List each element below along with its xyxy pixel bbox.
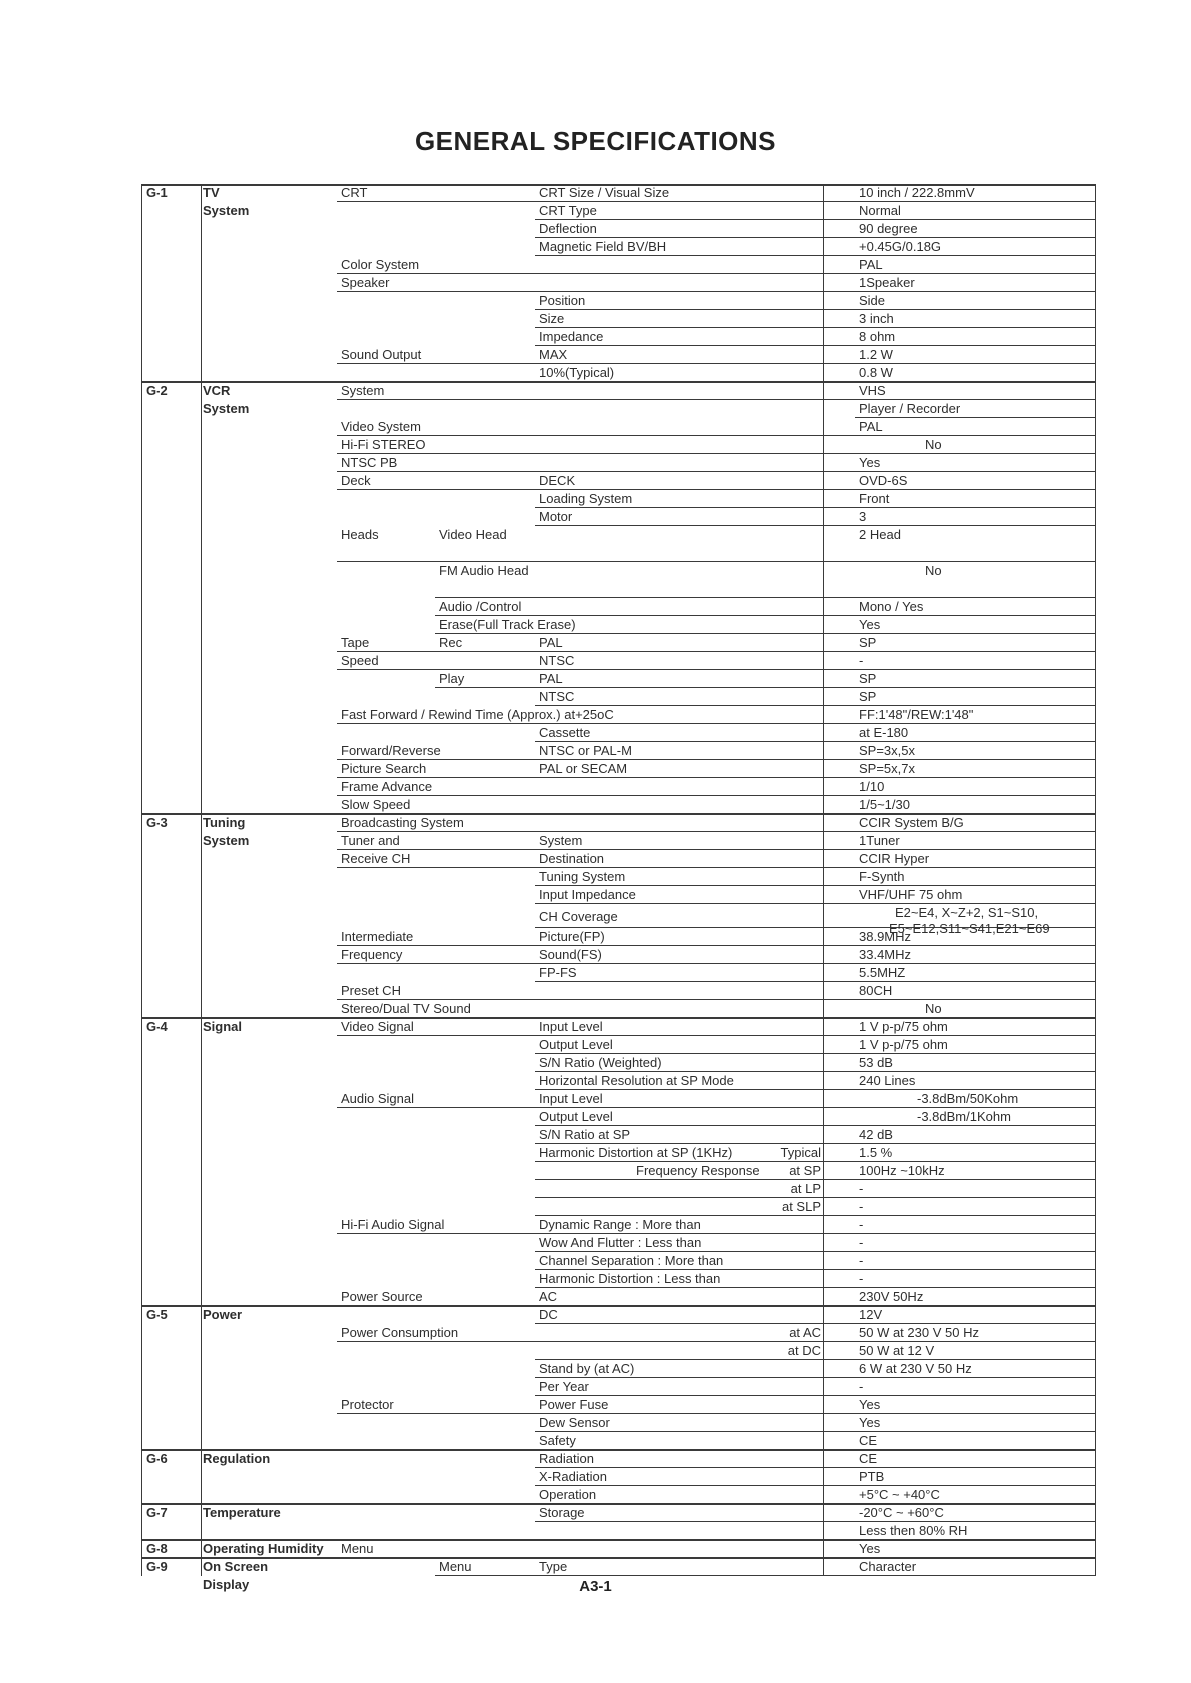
spec-value: Yes — [859, 617, 881, 632]
row-rule — [855, 417, 1096, 418]
group-name: Regulation — [203, 1451, 271, 1466]
row-rule — [337, 471, 1096, 472]
spec-value: 80CH — [859, 983, 893, 998]
spec-category: Stereo/Dual TV Sound — [341, 1001, 471, 1016]
row-rule — [337, 399, 1096, 400]
spec-value: +0.45G/0.18G — [859, 239, 942, 254]
spec-item: Deflection — [539, 221, 597, 236]
spec-item: PAL — [539, 671, 563, 686]
spec-item: Motor — [539, 509, 573, 524]
spec-value: Yes — [859, 455, 881, 470]
spec-item: Size — [539, 311, 565, 326]
row-rule — [535, 903, 1096, 904]
row-rule — [535, 255, 1096, 256]
row-rule — [337, 849, 1096, 850]
row-rule — [535, 1467, 1096, 1468]
spec-item: AC — [539, 1289, 558, 1304]
spec-item: Output Level — [539, 1037, 613, 1052]
value-column-divider — [823, 184, 824, 1576]
spec-item: Impedance — [539, 329, 604, 344]
spec-value: 1 V p-p/75 ohm — [859, 1037, 948, 1052]
spec-value: 1 V p-p/75 ohm — [859, 1019, 948, 1034]
table-left-border — [141, 184, 142, 1576]
row-rule — [337, 945, 1096, 946]
spec-subcategory: FM Audio Head — [439, 563, 529, 578]
spec-item: Magnetic Field BV/BH — [539, 239, 667, 254]
group-name: Tuning — [203, 815, 246, 830]
spec-item: CH Coverage — [539, 909, 618, 924]
spec-category: Speaker — [341, 275, 390, 290]
spec-item: Operation — [539, 1487, 597, 1502]
spec-category: Audio Signal — [341, 1091, 414, 1106]
row-rule — [337, 759, 1096, 760]
row-rule — [337, 723, 1096, 724]
group-name-line2: Display — [203, 1577, 250, 1592]
row-rule — [435, 633, 1096, 634]
spec-item: NTSC — [539, 653, 575, 668]
spec-item: NTSC or PAL-M — [539, 743, 632, 758]
row-rule — [535, 1449, 1096, 1450]
spec-condition: at SP — [789, 1163, 821, 1178]
spec-value: PAL — [859, 419, 883, 434]
spec-value: CCIR System B/G — [859, 815, 964, 830]
spec-item: Radiation — [539, 1451, 594, 1466]
spec-value: -20°C ~ +60°C — [859, 1505, 944, 1520]
spec-value: 42 dB — [859, 1127, 893, 1142]
spec-item: DC — [539, 1307, 558, 1322]
spec-value: 100Hz ~10kHz — [859, 1163, 945, 1178]
spec-category: System — [341, 383, 385, 398]
spec-item: Position — [539, 293, 586, 308]
spec-value: 50 W at 12 V — [859, 1343, 935, 1358]
spec-value: No — [925, 437, 942, 452]
spec-category: Preset CH — [341, 983, 401, 998]
spec-category: Hi-Fi Audio Signal — [341, 1217, 445, 1232]
row-rule — [535, 525, 1096, 526]
spec-category: Hi-Fi STEREO — [341, 437, 426, 452]
spec-item: Cassette — [539, 725, 591, 740]
table-right-border — [1095, 184, 1096, 1576]
spec-condition: at SLP — [781, 1199, 821, 1214]
spec-item: NTSC — [539, 689, 575, 704]
spec-value: No — [925, 563, 942, 578]
spec-item: PAL — [539, 635, 563, 650]
spec-value: 8 ohm — [859, 329, 896, 344]
group-name: On Screen — [203, 1559, 269, 1574]
spec-category: Frame Advance — [341, 779, 433, 794]
spec-value: 1.5 % — [859, 1145, 893, 1160]
spec-category: NTSC PB — [341, 455, 398, 470]
spec-item: Harmonic Distortion at SP (1KHz) — [539, 1145, 733, 1160]
spec-value: Mono / Yes — [859, 599, 924, 614]
group-id: G-2 — [146, 383, 168, 398]
spec-item: Input Impedance — [539, 887, 636, 902]
spec-value: SP=3x,5x — [859, 743, 916, 758]
row-rule — [535, 1485, 1096, 1486]
spec-value: PTB — [859, 1469, 885, 1484]
row-rule — [337, 489, 1096, 490]
spec-value: SP — [859, 635, 877, 650]
spec-category: Power Consumption — [341, 1325, 459, 1340]
spec-value: 50 W at 230 V 50 Hz — [859, 1325, 979, 1340]
group-name-line2: System — [203, 203, 250, 218]
spec-item: Channel Separation : More than — [539, 1253, 724, 1268]
spec-value: No — [925, 1001, 942, 1016]
spec-category: Power Source — [341, 1289, 423, 1304]
spec-value: 90 degree — [859, 221, 918, 236]
row-rule — [535, 1395, 1096, 1396]
spec-value: Yes — [859, 1541, 881, 1556]
row-rule — [337, 1341, 1096, 1342]
spec-subcategory: Play — [439, 671, 465, 686]
spec-value: 1Speaker — [859, 275, 915, 290]
spec-subcategory: Video Head — [439, 527, 507, 542]
spec-value: Character — [859, 1559, 917, 1574]
spec-category: Sound Output — [341, 347, 422, 362]
row-rule — [337, 291, 1096, 292]
group-id: G-8 — [146, 1541, 168, 1556]
row-rule — [337, 963, 1096, 964]
spec-item: Frequency Response — [636, 1163, 760, 1178]
spec-value: 0.8 W — [859, 365, 893, 380]
spec-value: OVD-6S — [859, 473, 908, 488]
group-id: G-9 — [146, 1559, 168, 1574]
spec-category: Color System — [341, 257, 420, 272]
spec-category: Video Signal — [341, 1019, 414, 1034]
row-rule — [337, 435, 1096, 436]
spec-value: Side — [859, 293, 886, 308]
spec-value: 230V 50Hz — [859, 1289, 924, 1304]
spec-item: System — [539, 833, 583, 848]
spec-value: Player / Recorder — [859, 401, 961, 416]
spec-item: Sound(FS) — [539, 947, 602, 962]
row-rule — [337, 1557, 1096, 1558]
row-rule — [337, 561, 1096, 562]
row-rule — [337, 777, 1096, 778]
row-rule — [535, 1251, 1096, 1252]
spec-value: 10 inch / 222.8mmV — [859, 185, 975, 200]
row-rule — [337, 651, 1096, 652]
spec-value: 12V — [859, 1307, 883, 1322]
group-id: G-1 — [146, 185, 168, 200]
row-rule — [337, 273, 1096, 274]
spec-value: VHS — [859, 383, 886, 398]
spec-category: Video System — [341, 419, 421, 434]
spec-value: - — [859, 1217, 864, 1232]
row-rule — [337, 867, 1096, 868]
row-rule — [535, 1053, 1096, 1054]
row-rule — [535, 381, 1096, 382]
row-rule — [337, 1017, 1096, 1018]
row-rule — [435, 615, 1096, 616]
spec-value: SP — [859, 671, 877, 686]
spec-category: Heads — [341, 527, 379, 542]
row-rule — [535, 1161, 1096, 1162]
spec-item: Horizontal Resolution at SP Mode — [539, 1073, 734, 1088]
spec-value: SP=5x,7x — [859, 761, 916, 776]
spec-condition: Typical — [780, 1145, 821, 1160]
spec-category: Speed — [341, 653, 379, 668]
row-rule — [435, 687, 1096, 688]
spec-value: - — [859, 1253, 864, 1268]
spec-item: Power Fuse — [539, 1397, 609, 1412]
row-rule — [435, 597, 1096, 598]
spec-subcategory: Rec — [439, 635, 463, 650]
spec-value: Yes — [859, 1397, 881, 1412]
row-rule — [855, 1539, 1096, 1540]
spec-value: CE — [859, 1451, 878, 1466]
row-rule — [535, 345, 1096, 346]
row-rule — [535, 1125, 1096, 1126]
spec-category: Tape — [341, 635, 370, 650]
spec-category: Frequency — [341, 947, 403, 962]
spec-value: 53 dB — [859, 1055, 893, 1070]
spec-item: Tuning System — [539, 869, 626, 884]
spec-value: -3.8dBm/50Kohm — [917, 1091, 1019, 1106]
spec-subcategory: Menu — [439, 1559, 472, 1574]
row-rule — [435, 1575, 1096, 1576]
row-rule — [535, 981, 1096, 982]
spec-item: CRT Size / Visual Size — [539, 185, 670, 200]
group-column-divider — [201, 184, 202, 1576]
spec-value: -3.8dBm/1Kohm — [917, 1109, 1011, 1124]
spec-value: VHF/UHF 75 ohm — [859, 887, 963, 902]
group-id: G-4 — [146, 1019, 168, 1034]
spec-value: 1/5~1/30 — [859, 797, 910, 812]
spec-category: Menu — [341, 1541, 374, 1556]
row-rule — [535, 237, 1096, 238]
spec-value: Front — [859, 491, 890, 506]
spec-value: - — [859, 1181, 864, 1196]
spec-value: 38.9MHz — [859, 929, 912, 944]
spec-item: Destination — [539, 851, 605, 866]
spec-value: 33.4MHz — [859, 947, 912, 962]
row-rule — [535, 1377, 1096, 1378]
row-rule — [535, 1215, 1096, 1216]
spec-category: Forward/Reverse — [341, 743, 441, 758]
spec-category: Fast Forward / Rewind Time (Approx.) at+25oC — [341, 707, 614, 722]
spec-subcategory: Erase(Full Track Erase) — [439, 617, 576, 632]
spec-value: CCIR Hyper — [859, 851, 930, 866]
spec-value: 5.5MHZ — [859, 965, 906, 980]
row-rule — [337, 999, 1096, 1000]
group-name: TV — [203, 185, 220, 200]
spec-value: 3 — [859, 509, 867, 524]
spec-item: FP-FS — [539, 965, 577, 980]
spec-category: Protector — [341, 1397, 394, 1412]
spec-item: Wow And Flutter : Less than — [539, 1235, 702, 1250]
spec-item: X-Radiation — [539, 1469, 607, 1484]
row-rule — [337, 1413, 1096, 1414]
spec-item: S/N Ratio at SP — [539, 1127, 631, 1142]
row-rule — [337, 795, 1096, 796]
spec-item: Input Level — [539, 1019, 603, 1034]
spec-item: Harmonic Distortion : Less than — [539, 1271, 721, 1286]
spec-value: 6 W at 230 V 50 Hz — [859, 1361, 972, 1376]
group-name: Power — [203, 1307, 243, 1322]
group-id: G-7 — [146, 1505, 168, 1520]
group-id: G-5 — [146, 1307, 168, 1322]
spec-value: 2 Head — [859, 527, 901, 542]
spec-category: CRT — [341, 185, 368, 200]
row-rule — [535, 1071, 1096, 1072]
spec-category: Broadcasting System — [341, 815, 464, 830]
group-name: Temperature — [203, 1505, 281, 1520]
page-number: A3-1 — [579, 1578, 612, 1595]
spec-value: 1.2 W — [859, 347, 893, 362]
group-name-line2: System — [203, 833, 250, 848]
row-rule — [337, 813, 1096, 814]
row-rule — [535, 507, 1096, 508]
spec-item: Input Level — [539, 1091, 603, 1106]
row-rule — [337, 1305, 1096, 1306]
spec-category: Picture Search — [341, 761, 427, 776]
row-rule — [535, 309, 1096, 310]
spec-item: CRT Type — [539, 203, 597, 218]
spec-value: PAL — [859, 257, 883, 272]
row-rule — [535, 1179, 1096, 1180]
spec-category: Deck — [341, 473, 371, 488]
row-rule — [337, 831, 1096, 832]
spec-item: Output Level — [539, 1109, 613, 1124]
spec-value: F-Synth — [859, 869, 905, 884]
spec-item: Stand by (at AC) — [539, 1361, 635, 1376]
spec-category: Intermediate — [341, 929, 414, 944]
spec-item: DECK — [539, 473, 576, 488]
spec-value-line2: E5~E12,S11~S41,E21~E69 — [889, 921, 1050, 936]
spec-item: Safety — [539, 1433, 576, 1448]
spec-value: CE — [859, 1433, 878, 1448]
spec-value: Normal — [859, 203, 901, 218]
row-rule — [535, 219, 1096, 220]
spec-item: Storage — [539, 1505, 585, 1520]
spec-condition: at LP — [790, 1181, 821, 1196]
spec-item: Picture(FP) — [539, 929, 605, 944]
spec-category: Receive CH — [341, 851, 411, 866]
row-rule — [337, 201, 1096, 202]
spec-value: Yes — [859, 1415, 881, 1430]
spec-item: Type — [539, 1559, 568, 1574]
spec-value: E2~E4, X~Z+2, S1~S10, — [895, 905, 1039, 920]
spec-condition: at DC — [787, 1343, 821, 1358]
spec-value: - — [859, 653, 864, 668]
spec-value: 1/10 — [859, 779, 885, 794]
spec-item: S/N Ratio (Weighted) — [539, 1055, 662, 1070]
row-rule — [337, 669, 1096, 670]
spec-item: PAL or SECAM — [539, 761, 628, 776]
spec-condition: at AC — [789, 1325, 821, 1340]
spec-item: Loading System — [539, 491, 633, 506]
row-rule — [535, 1431, 1096, 1432]
row-rule — [337, 1107, 1096, 1108]
row-rule — [535, 327, 1096, 328]
row-rule — [535, 1287, 1096, 1288]
spec-value: 240 Lines — [859, 1073, 916, 1088]
group-name: Operating Humidity — [203, 1541, 324, 1556]
row-rule — [535, 1323, 1096, 1324]
group-name: Signal — [203, 1019, 243, 1034]
row-rule — [535, 885, 1096, 886]
group-name-line2: System — [203, 401, 250, 416]
row-rule — [337, 1035, 1096, 1036]
spec-item: 10%(Typical) — [539, 365, 615, 380]
spec-value: - — [859, 1235, 864, 1250]
row-rule — [535, 1359, 1096, 1360]
spec-category: Tuner and — [341, 833, 400, 848]
spec-value: SP — [859, 689, 877, 704]
spec-item: Dynamic Range : More than — [539, 1217, 701, 1232]
spec-value: at E-180 — [859, 725, 909, 740]
group-name: VCR — [203, 383, 231, 398]
row-rule — [337, 1233, 1096, 1234]
spec-value: Less then 80% RH — [859, 1523, 968, 1538]
spec-item: MAX — [539, 347, 568, 362]
row-rule — [535, 1269, 1096, 1270]
row-rule — [337, 453, 1096, 454]
spec-value: FF:1'48"/REW:1'48" — [859, 707, 974, 722]
group-id: G-6 — [146, 1451, 168, 1466]
row-rule — [535, 705, 1096, 706]
row-rule — [337, 363, 1096, 364]
row-rule — [535, 1197, 1096, 1198]
page-title: GENERAL SPECIFICATIONS — [414, 126, 777, 156]
spec-category: Slow Speed — [341, 797, 411, 812]
row-rule — [535, 1143, 1096, 1144]
row-rule — [535, 1521, 1096, 1522]
row-rule — [535, 741, 1096, 742]
spec-item: Dew Sensor — [539, 1415, 610, 1430]
spec-value: 1Tuner — [859, 833, 900, 848]
row-rule — [535, 1503, 1096, 1504]
group-id: G-3 — [146, 815, 168, 830]
spec-value: - — [859, 1199, 864, 1214]
spec-value: +5°C ~ +40°C — [859, 1487, 940, 1502]
spec-item: Per Year — [539, 1379, 589, 1394]
row-rule — [535, 1089, 1096, 1090]
spec-subcategory: Audio /Control — [439, 599, 522, 614]
spec-value: - — [859, 1379, 864, 1394]
spec-value: - — [859, 1271, 864, 1286]
spec-value: 3 inch — [859, 311, 894, 326]
